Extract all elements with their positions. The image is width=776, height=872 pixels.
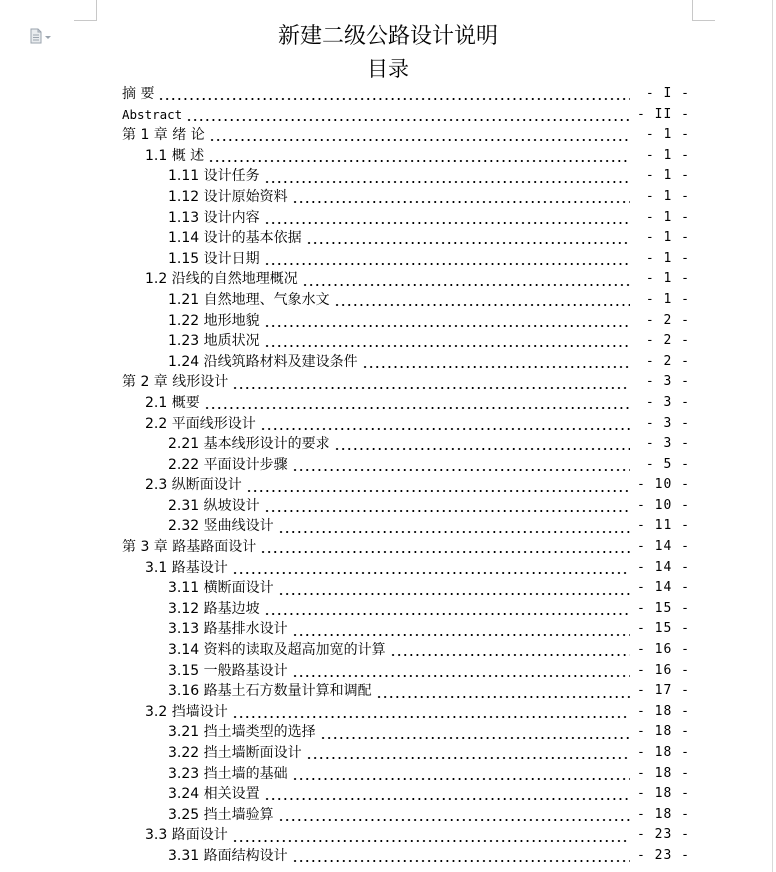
dot-leader	[376, 685, 630, 699]
dot-leader	[334, 293, 630, 307]
toc-entry-title: 1.14 设计的基本依据	[168, 230, 302, 247]
toc-entry-row	[145, 146, 690, 167]
toc-page-number: - 18 -	[637, 806, 690, 822]
toc-page-number: - 1 -	[645, 271, 690, 287]
toc-entry[interactable]	[0, 475, 776, 496]
toc-entry-row	[168, 743, 690, 764]
toc-entry-title: 2.3 纵断面设计	[145, 477, 242, 494]
toc-entry-row	[168, 208, 690, 229]
toc-entry-row	[168, 290, 690, 311]
toc-entry-title: 2.21 基本线形设计的要求	[168, 436, 330, 453]
toc-page-number: - 3 -	[645, 374, 690, 390]
toc-page-number: - 14 -	[637, 580, 690, 596]
toc-page-number: - 1 -	[645, 291, 690, 307]
toc-page-number: - 18 -	[637, 745, 690, 760]
toc-entry-row	[168, 496, 690, 517]
dot-leader	[362, 355, 630, 369]
toc-page-number: - 17 -	[637, 683, 690, 699]
toc-entry-title: Abstract	[122, 106, 183, 122]
toc-entry-row	[168, 249, 690, 270]
toc-entry[interactable]	[0, 331, 776, 352]
toc-entry-title: 3.24 相关设置	[168, 786, 260, 803]
crop-mark	[74, 20, 97, 21]
toc-page-number: - 2 -	[645, 333, 690, 349]
toc-entry-title: 3.14 资料的读取及超高加宽的计算	[168, 642, 386, 659]
toc-entry[interactable]	[0, 434, 776, 455]
toc-entry[interactable]	[0, 578, 776, 599]
toc-entry[interactable]	[0, 166, 776, 187]
dot-leader	[158, 87, 630, 101]
dot-leader	[278, 808, 630, 822]
dot-leader	[292, 664, 630, 678]
dot-leader	[264, 252, 630, 266]
toc-page-number: - 10 -	[637, 497, 690, 513]
dot-leader	[292, 849, 630, 863]
toc-entry[interactable]	[0, 290, 776, 311]
toc-page-number: - 18 -	[637, 786, 690, 802]
dot-leader	[278, 582, 630, 596]
dot-leader	[278, 520, 630, 534]
dot-leader	[204, 396, 630, 410]
dot-leader	[232, 376, 630, 390]
toc-entry-row	[168, 228, 690, 249]
toc-entry-row	[145, 269, 690, 290]
toc-entry-title: 1.1 概 述	[145, 147, 205, 164]
toc-entry[interactable]	[0, 825, 776, 846]
toc-entry-title: 第 1 章 绪 论	[122, 127, 205, 144]
toc-entry[interactable]	[0, 702, 776, 723]
toc-entry-title: 1.13 设计内容	[168, 209, 260, 226]
toc-entry[interactable]	[0, 372, 776, 393]
dot-leader	[232, 561, 630, 575]
toc-entry[interactable]	[0, 619, 776, 640]
toc-entry-row	[168, 722, 690, 743]
crop-mark	[692, 20, 715, 21]
toc-entry-title: 1.15 设计日期	[168, 250, 260, 267]
dot-leader	[209, 128, 630, 142]
dot-leader	[264, 602, 630, 616]
toc-entry-row	[122, 84, 690, 105]
toc-entry-title: 3.13 路基排水设计	[168, 621, 288, 638]
toc-entry[interactable]	[0, 681, 776, 702]
dot-leader	[208, 149, 630, 163]
dot-leader	[264, 211, 630, 225]
crop-mark	[96, 0, 97, 20]
toc-entry-title: 1.11 设计任务	[168, 168, 260, 185]
toc-entry-title: 3.25 挡土墙验算	[168, 806, 274, 823]
toc-entry-row	[168, 846, 690, 867]
toc-entry-title: 第 2 章 线形设计	[122, 374, 229, 391]
toc-page-number: - 1 -	[645, 127, 690, 143]
dot-leader	[292, 767, 630, 781]
dot-leader	[320, 726, 630, 740]
toc-entry-row	[168, 599, 690, 620]
toc-entry-row	[168, 455, 690, 476]
dot-leader	[246, 479, 630, 493]
toc-page-number: - II -	[637, 106, 690, 122]
toc-page-number: - 16 -	[637, 662, 690, 678]
toc-entry-row	[168, 681, 690, 702]
toc-entry-title: 3.16 路基土石方数量计算和调配	[168, 683, 372, 700]
toc-entry-title: 3.15 一般路基设计	[168, 662, 288, 679]
toc-entry-row	[168, 516, 690, 537]
dot-leader	[264, 787, 630, 801]
toc-page-number: - 15 -	[637, 600, 690, 616]
toc-page-number: - 3 -	[645, 394, 690, 410]
dot-leader	[292, 190, 630, 204]
toc-entry[interactable]	[0, 414, 776, 435]
toc-entry-title: 3.3 路面设计	[145, 827, 228, 844]
toc-entry[interactable]	[0, 249, 776, 270]
toc-page-number: - 2 -	[645, 353, 690, 369]
toc-entry-row	[122, 125, 690, 146]
toc-entry[interactable]	[0, 208, 776, 229]
toc-entry[interactable]	[0, 722, 776, 743]
dot-leader	[232, 705, 630, 719]
toc-entry-title: 1.21 自然地理、气象水文	[168, 291, 330, 308]
toc-entry[interactable]	[0, 269, 776, 290]
toc-page-number: - 18 -	[637, 765, 690, 781]
toc-page-number: - 18 -	[637, 724, 690, 740]
toc-entry-row	[168, 311, 690, 332]
toc-entry-row	[168, 764, 690, 785]
toc-entry-row	[168, 166, 690, 187]
toc-page-number: - 23 -	[637, 847, 690, 863]
toc-page-number: - 15 -	[637, 621, 690, 637]
toc-entry-title: 3.31 路面结构设计	[168, 847, 288, 864]
toc-entry-title: 1.24 沿线筑路材料及建设条件	[168, 353, 358, 370]
toc-page-number: - 1 -	[645, 147, 690, 163]
dot-leader	[186, 108, 630, 122]
toc-entry-title: 3.12 路基边坡	[168, 600, 260, 617]
dot-leader	[260, 540, 630, 554]
toc-page-number: - 3 -	[645, 415, 690, 431]
dot-leader	[264, 170, 630, 184]
toc-page-number: - 1 -	[645, 209, 690, 225]
toc-entry[interactable]	[0, 784, 776, 805]
dot-leader	[260, 417, 630, 431]
toc-page-number: - 14 -	[637, 539, 690, 555]
toc-entry[interactable]	[0, 187, 776, 208]
dot-leader	[302, 273, 630, 287]
toc-entry[interactable]	[0, 228, 776, 249]
toc-entry-title: 2.31 纵坡设计	[168, 497, 260, 514]
toc-entry-title: 3.21 挡土墙类型的选择	[168, 724, 316, 741]
toc-entry-row	[168, 619, 690, 640]
dot-leader	[390, 643, 630, 657]
toc-entry-row	[145, 475, 690, 496]
dot-leader	[264, 499, 630, 513]
toc-entry-row	[168, 661, 690, 682]
toc-entry-row	[168, 187, 690, 208]
toc-entry[interactable]	[0, 496, 776, 517]
toc-entry-title: 1.12 设计原始资料	[168, 188, 288, 205]
toc-entry[interactable]	[0, 455, 776, 476]
toc-entry-row	[145, 414, 690, 435]
dot-leader	[292, 623, 630, 637]
dot-leader	[264, 314, 630, 328]
toc-page-number: - 16 -	[637, 642, 690, 658]
toc-entry-title: 2.1 概要	[145, 394, 200, 411]
dot-leader	[306, 746, 630, 760]
document-title: 新建二级公路设计说明	[277, 24, 498, 49]
toc-entry[interactable]	[0, 805, 776, 826]
toc-entry-title: 第 3 章 路基路面设计	[122, 539, 257, 556]
toc-entry-title: 摘 要	[122, 86, 155, 102]
toc-page-number: - 2 -	[645, 312, 690, 328]
toc-entry[interactable]	[0, 661, 776, 682]
toc-entry[interactable]	[0, 640, 776, 661]
toc-page-number: - 5 -	[645, 456, 690, 472]
toc-entry[interactable]	[0, 146, 776, 167]
dot-leader	[232, 829, 630, 843]
dot-leader	[264, 334, 630, 348]
toc-page-number: - 1 -	[645, 188, 690, 204]
toc-entry[interactable]	[0, 125, 776, 146]
toc-entry-row	[145, 393, 690, 414]
toc-entry[interactable]	[0, 105, 776, 126]
toc-page-number: - 1 -	[645, 168, 690, 184]
table-of-contents	[0, 84, 776, 867]
toc-entry-row	[168, 784, 690, 805]
toc-entry-row	[122, 372, 690, 393]
toc-entry-title: 3.11 横断面设计	[168, 580, 274, 597]
toc-entry-row	[168, 331, 690, 352]
toc-entry[interactable]	[0, 558, 776, 579]
toc-entry-row	[145, 825, 690, 846]
toc-entry[interactable]	[0, 743, 776, 764]
toc-page-number: - 11 -	[637, 518, 690, 534]
toc-entry[interactable]	[0, 352, 776, 373]
toc-entry-title: 3.23 挡土墙的基础	[168, 765, 288, 782]
toc-entry-row	[168, 578, 690, 599]
crop-mark	[692, 0, 693, 20]
toc-page-number: - I -	[645, 86, 690, 101]
toc-entry-row	[168, 640, 690, 661]
toc-entry[interactable]	[0, 599, 776, 620]
toc-entry-row	[145, 558, 690, 579]
toc-entry[interactable]	[0, 537, 776, 558]
toc-entry-title: 1.2 沿线的自然地理概况	[145, 271, 298, 288]
toc-entry[interactable]	[0, 311, 776, 332]
toc-entry-row	[145, 702, 690, 723]
toc-entry-title: 1.22 地形地貌	[168, 312, 260, 329]
toc-entry-title: 3.1 路基设计	[145, 559, 228, 576]
toc-entry[interactable]	[0, 846, 776, 867]
toc-page-number: - 1 -	[645, 250, 690, 266]
toc-entry-title: 1.23 地质状况	[168, 333, 260, 350]
toc-entry-row	[168, 352, 690, 373]
toc-page-number: - 23 -	[637, 827, 690, 843]
dot-leader	[292, 458, 630, 472]
toc-page-number: - 1 -	[645, 230, 690, 246]
toc-entry[interactable]	[0, 393, 776, 414]
toc-entry-title: 2.32 竖曲线设计	[168, 518, 274, 535]
toc-entry-title: 2.2 平面线形设计	[145, 415, 256, 432]
toc-entry-title: 2.22 平面设计步骤	[168, 456, 288, 473]
toc-page-number: - 10 -	[637, 477, 690, 493]
toc-entry[interactable]	[0, 516, 776, 537]
dot-leader	[334, 437, 630, 451]
toc-page-number: - 3 -	[645, 436, 690, 452]
toc-entry-row	[168, 434, 690, 455]
toc-page-number: - 14 -	[637, 559, 690, 575]
toc-entry-title: 3.2 挡墙设计	[145, 703, 228, 720]
toc-entry-row	[122, 105, 690, 126]
toc-entry-title: 3.22 挡土墙断面设计	[168, 745, 302, 761]
toc-entry[interactable]	[0, 84, 776, 105]
dot-leader	[306, 231, 630, 245]
toc-page-number: - 18 -	[637, 703, 690, 719]
toc-entry[interactable]	[0, 764, 776, 785]
toc-heading: 目录	[367, 57, 409, 81]
toc-entry-row	[168, 805, 690, 826]
toc-entry-row	[122, 537, 690, 558]
